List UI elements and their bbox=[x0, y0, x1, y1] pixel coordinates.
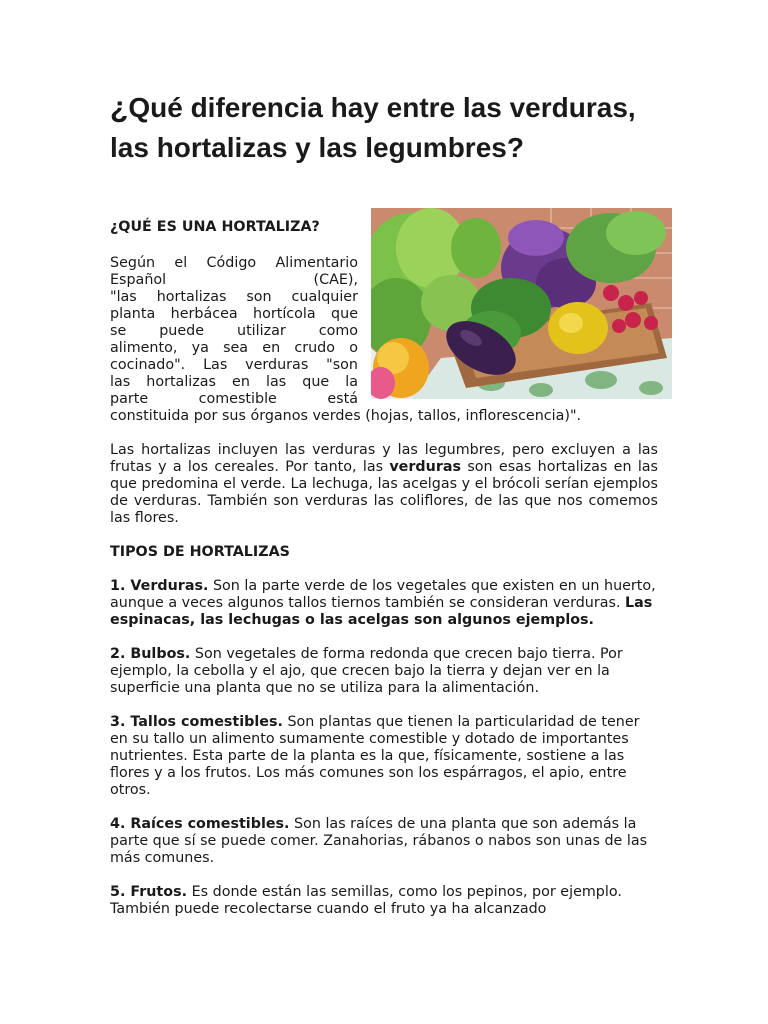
item-title: 5. Frutos. bbox=[110, 884, 188, 900]
page-title bbox=[110, 88, 658, 168]
item-text: Son la parte verde de los vegetales que existen en un huerto, aunque a veces algunos tallos tiernos también se consideran verduras. bbox=[110, 578, 656, 611]
item-text: Son las raíces de una planta que son además la parte que sí se puede comer. Zanahorias, rábanos o nabos son unas de las más comunes. bbox=[110, 816, 648, 866]
item-title: 3. Tallos comestibles. bbox=[110, 714, 283, 730]
item-text: Son plantas que tienen la particularidad de tener en su tallo un alimento sumamente comestible y dotado de importantes nutrientes. Esta parte de la planta es la que, físicamente, sostiene a las flores y a los frutos. Los más comunes son los espárragos, el apio, entre otros. bbox=[110, 714, 640, 798]
item-title: 1. Verduras. bbox=[110, 578, 209, 594]
list-item-raices bbox=[110, 816, 658, 867]
section-heading-que-es: ¿QUÉ ES UNA HORTALIZA? bbox=[110, 219, 320, 235]
section-heading-tipos: TIPOS DE HORTALIZAS bbox=[110, 544, 290, 560]
item-bold-text: Las espinacas, las lechugas o las acelgas son algunos ejemplos. bbox=[110, 595, 653, 628]
item-title: 2. Bulbos. bbox=[110, 646, 191, 662]
text-line: Español (CAE), bbox=[110, 272, 358, 288]
text-line: parte comestible está bbox=[110, 391, 358, 407]
text-line: cocinado". Las verduras "son bbox=[110, 357, 358, 373]
list-item-tallos bbox=[110, 714, 658, 799]
bold-term-verduras: verduras bbox=[389, 459, 462, 475]
section-what-is bbox=[110, 255, 658, 918]
item-text: Son vegetales de forma redonda que crecen bajo tierra. Por ejemplo, la cebolla y el ajo, que crecen bajo la tierra y dejan ver en la superficie una planta que no se utiliza para la alimentación. bbox=[110, 646, 623, 696]
document-page bbox=[110, 88, 658, 917]
list-item-frutos bbox=[110, 884, 658, 918]
title-inverted-question-mark: ¿ bbox=[110, 91, 129, 124]
item-title: 4. Raíces comestibles. bbox=[110, 816, 290, 832]
text-line: planta herbácea hortícola que bbox=[110, 306, 358, 322]
text-line: Según el Código Alimentario bbox=[110, 255, 358, 271]
text-line: "las hortalizas son cualquier bbox=[110, 289, 358, 305]
text-span: Las hortalizas incluyen las verduras y las legumbres, pero excluyen a las frutas y a los cereales. Por tanto, las bbox=[110, 442, 658, 475]
text-line: alimento, ya sea en crudo o bbox=[110, 340, 358, 356]
text-line: se puede utilizar como bbox=[110, 323, 358, 339]
paragraph-cae-definition bbox=[110, 255, 358, 408]
paragraph-hortalizas-include bbox=[110, 442, 658, 527]
title-text: Qué diferencia hay entre las verduras, las hortalizas y las legumbres? bbox=[110, 92, 636, 163]
text-span: son esas hortalizas en las que predomina el verde. La lechuga, las acelgas y el brócoli serían ejemplos de verduras. También son verduras las coliflores, de las que nos comemos las flores. bbox=[110, 459, 658, 526]
text-line: constituida por sus órganos verdes (hojas, tallos, inflorescencia)". bbox=[110, 408, 582, 424]
text-line: las hortalizas en las que la bbox=[110, 374, 358, 390]
item-text: Es donde están las semillas, como los pepinos, por ejemplo. También puede recolectarse cuando el fruto ya ha alcanzado bbox=[110, 884, 622, 917]
list-item-verduras bbox=[110, 578, 658, 629]
list-item-bulbos bbox=[110, 646, 658, 697]
